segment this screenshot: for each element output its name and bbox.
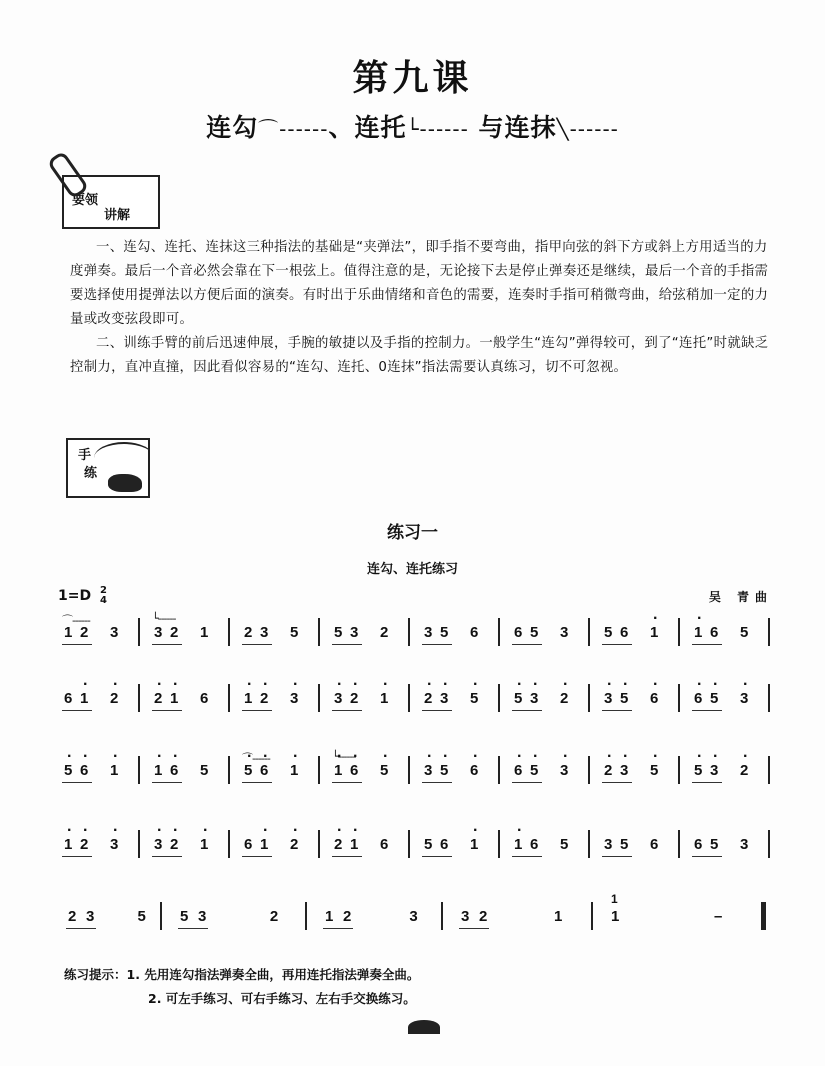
note: · 5 xyxy=(440,762,448,779)
note: 5 xyxy=(180,908,189,925)
hand-illustration-icon xyxy=(108,474,142,492)
subtitle-lian-gou: 连勾 xyxy=(206,113,259,142)
explain-badge-line2: 讲解 xyxy=(104,208,131,223)
note: · 1 xyxy=(380,690,388,707)
measure xyxy=(601,892,771,938)
measure xyxy=(148,752,238,792)
note: · 2 xyxy=(260,690,268,707)
eighth-note-underline xyxy=(66,928,96,930)
note: 6 xyxy=(380,836,389,853)
measure xyxy=(418,614,508,654)
note: 3 xyxy=(740,836,749,853)
barline xyxy=(160,902,162,930)
lian-gou-mark: ⌒------ xyxy=(258,117,329,141)
note: · 2 xyxy=(80,836,88,853)
barline xyxy=(408,830,410,858)
exercise-title: 练习一 xyxy=(387,523,438,543)
score-row xyxy=(58,752,778,792)
note: · 5 xyxy=(530,762,538,779)
lian-mo-mark: ╲------ xyxy=(556,117,619,141)
eighth-note-underline xyxy=(602,856,632,858)
key-signature xyxy=(58,586,107,606)
note: · 1 xyxy=(154,762,162,779)
barline xyxy=(498,756,500,784)
measure xyxy=(58,680,148,720)
barline xyxy=(678,756,680,784)
practice-badge-line1: 手 xyxy=(78,448,92,463)
fingering-ornament: ⌒------ xyxy=(242,752,270,765)
barline xyxy=(498,618,500,646)
note: 6 xyxy=(200,690,209,707)
note: 6 xyxy=(64,690,73,707)
eighth-note-underline xyxy=(152,710,182,712)
note: 2 xyxy=(80,624,89,641)
note: · 2 xyxy=(334,836,342,853)
eighth-note-underline xyxy=(242,856,272,858)
note: 3 xyxy=(154,624,163,641)
note: 2 xyxy=(380,624,389,641)
eighth-note-underline xyxy=(422,856,452,858)
note: 5 xyxy=(740,624,749,641)
eighth-note-underline xyxy=(62,644,92,646)
note: · 2 xyxy=(154,690,162,707)
note: 3 xyxy=(560,624,569,641)
note: · 5 xyxy=(380,762,388,779)
eighth-note-underline xyxy=(62,710,92,712)
eighth-note-underline xyxy=(459,928,489,930)
measure xyxy=(238,680,328,720)
note: · 3 xyxy=(440,690,448,707)
barline xyxy=(768,618,770,646)
note: · 5 xyxy=(64,762,72,779)
measure xyxy=(508,752,598,792)
note: · 2 xyxy=(560,690,568,707)
eighth-note-underline xyxy=(323,928,353,930)
note: · 2 xyxy=(170,836,178,853)
note: · 1 xyxy=(260,836,268,853)
score-row xyxy=(58,614,778,654)
note: 5 xyxy=(560,836,569,853)
eighth-note-underline xyxy=(178,928,208,930)
note: 6 xyxy=(710,624,719,641)
note: · 1 xyxy=(650,624,658,641)
note: · 3 xyxy=(334,690,342,707)
tips-label: 练习提示： xyxy=(64,967,127,982)
measure xyxy=(418,680,508,720)
note: 5 xyxy=(334,624,343,641)
measure xyxy=(58,614,148,654)
eighth-note-underline xyxy=(242,644,272,646)
note: 3 xyxy=(198,908,207,925)
fingering-ornament: ⌒------ xyxy=(62,614,90,627)
measure xyxy=(170,898,315,938)
note: · 2 xyxy=(110,690,118,707)
note: · 2 xyxy=(290,836,298,853)
eighth-note-underline xyxy=(332,856,362,858)
note: · 6 xyxy=(650,690,658,707)
eighth-note-underline xyxy=(242,782,272,784)
note: · 3 xyxy=(290,690,298,707)
note: · 1 xyxy=(110,762,118,779)
barline xyxy=(768,830,770,858)
note: 3 xyxy=(86,908,95,925)
barline xyxy=(768,756,770,784)
note: 5 xyxy=(200,762,209,779)
eighth-note-underline xyxy=(602,644,632,646)
note: · 3 xyxy=(710,762,718,779)
note: · 6 xyxy=(514,762,522,779)
barline xyxy=(318,830,320,858)
note: 2 xyxy=(269,908,279,925)
barline xyxy=(138,756,140,784)
note: · 1 xyxy=(290,762,298,779)
barline xyxy=(228,618,230,646)
measure xyxy=(238,614,328,654)
eighth-note-underline xyxy=(692,856,722,858)
barline xyxy=(588,684,590,712)
barline xyxy=(678,684,680,712)
note: · 6 xyxy=(470,762,478,779)
explain-badge-line1: 要领 xyxy=(72,193,99,208)
barline xyxy=(228,756,230,784)
barline xyxy=(138,684,140,712)
eighth-note-underline xyxy=(332,710,362,712)
measure xyxy=(328,826,418,866)
subtitle-lian-mo: 与连抹 xyxy=(468,113,557,142)
note: · 5 xyxy=(620,690,628,707)
note: 1 xyxy=(325,908,334,925)
page-ornament-icon xyxy=(408,1020,440,1034)
note: 2 xyxy=(170,624,179,641)
note: 2 xyxy=(343,908,352,925)
time-signature-bottom: 4 xyxy=(99,595,107,606)
measure xyxy=(508,680,598,720)
eighth-note-underline xyxy=(152,782,182,784)
score-row xyxy=(58,680,778,720)
note: · 2 xyxy=(740,762,748,779)
note: 1 xyxy=(64,624,73,641)
lesson-title: 第九课 xyxy=(352,57,473,99)
note: 2 xyxy=(479,908,488,925)
eighth-note-underline xyxy=(692,782,722,784)
barline xyxy=(408,618,410,646)
note: · 6 xyxy=(170,762,178,779)
eighth-note-underline xyxy=(692,644,722,646)
measure xyxy=(238,752,328,792)
note: 5 xyxy=(137,908,146,925)
exercise-subtitle: 连勾、连托练习 xyxy=(366,562,458,577)
measure xyxy=(148,614,238,654)
eighth-note-underline xyxy=(152,644,182,646)
note: · 2 xyxy=(604,762,612,779)
explanation-paragraph-1: 一、连勾、连托、连抹这三种指法的基础是“夹弹法”，即手指不要弯曲，指甲向弦的斜下方或斜上方用适当的力度弹奏。最后一个音必然会靠在下一根弦上。值得注意的是，无论接下去是停止弹奏还是继续，最后一个音的手指需要选择使用提弹法以方便后面的演奏。有时出于乐曲情绪和音色的需要，连奏时手指可稍微弯曲，给弦稍加一定的力量或改变弦段即可。 xyxy=(70,240,769,327)
practice-tips xyxy=(64,963,419,1011)
note: 1 xyxy=(554,908,563,925)
fingering-ornament: └------ xyxy=(152,612,176,625)
key-label: 1=D xyxy=(58,588,92,604)
explanation-paragraph-2: 二、训练手臂的前后迅速伸展，手腕的敏捷以及手指的控制力。一般学生“连勾”弹得较可，到了“连托”时就缺乏控制力，直冲直撞，因此看似容易的“连勾、连托、0连抹”指法需要认真练习，切不可忽视。 xyxy=(70,336,769,375)
measure xyxy=(508,614,598,654)
note: · 1 xyxy=(694,624,702,641)
eighth-note-underline xyxy=(512,710,542,712)
note: · 1 xyxy=(80,690,88,707)
measure xyxy=(328,614,418,654)
measure xyxy=(598,826,688,866)
barline xyxy=(408,756,410,784)
eighth-note-underline xyxy=(422,710,452,712)
note: · 6 xyxy=(260,762,268,779)
note: 3 xyxy=(409,908,418,925)
note: · 1 xyxy=(200,836,208,853)
note: · 1 xyxy=(334,762,342,779)
measure xyxy=(328,752,418,792)
measure xyxy=(238,826,328,866)
practice-badge-line2: 练 xyxy=(84,466,98,481)
barline xyxy=(228,684,230,712)
measure xyxy=(58,752,148,792)
barline xyxy=(318,684,320,712)
barline xyxy=(498,830,500,858)
note: · 6 xyxy=(80,762,88,779)
note: · 3 xyxy=(154,836,162,853)
eighth-note-underline xyxy=(602,782,632,784)
note: 3 xyxy=(110,624,119,641)
note: 5 xyxy=(530,624,539,641)
measure xyxy=(451,898,601,938)
note: · 5 xyxy=(650,762,658,779)
note: · 3 xyxy=(560,762,568,779)
note: · 1 xyxy=(64,836,72,853)
note: 6 xyxy=(650,836,659,853)
note: 3 xyxy=(350,624,359,641)
note: · 3 xyxy=(604,690,612,707)
barline xyxy=(678,830,680,858)
note: 3 xyxy=(461,908,470,925)
eighth-note-underline xyxy=(512,782,542,784)
eighth-note-underline xyxy=(512,856,542,858)
barline xyxy=(441,902,443,930)
note: 6 xyxy=(620,624,629,641)
chord-top-note: 1 xyxy=(611,892,618,906)
explanation-text xyxy=(70,236,780,380)
note: · 6 xyxy=(350,762,358,779)
note: 5 xyxy=(424,836,433,853)
note: 5 xyxy=(440,624,449,641)
measure xyxy=(148,826,238,866)
note: 3 xyxy=(424,624,433,641)
composer: 吴 青曲 xyxy=(708,590,773,604)
subtitle-lian-tuo: 、连托 xyxy=(328,113,407,142)
note: 6 xyxy=(694,836,703,853)
note: · 5 xyxy=(244,762,252,779)
measure xyxy=(688,752,778,792)
barline xyxy=(591,902,593,930)
time-signature-top: 2 xyxy=(99,585,107,596)
note: 6 xyxy=(514,624,523,641)
note: 6 xyxy=(530,836,539,853)
barline xyxy=(305,902,307,930)
note: · 2 xyxy=(424,690,432,707)
note: 5 xyxy=(290,624,299,641)
note: 5 xyxy=(604,624,613,641)
note: 3 xyxy=(604,836,613,853)
measure xyxy=(58,826,148,866)
note: · 3 xyxy=(424,762,432,779)
tip-item-2: 2. 可左手练习、可右手练习、左右手交换练习。 xyxy=(148,991,416,1006)
eighth-note-underline xyxy=(692,710,722,712)
measure xyxy=(598,680,688,720)
barline xyxy=(768,684,770,712)
tip-item-1: 1. 先用连勾指法弹奏全曲，再用连托指法弹奏全曲。 xyxy=(126,967,420,982)
note: 6 xyxy=(440,836,449,853)
note: 2 xyxy=(244,624,253,641)
measure xyxy=(418,826,508,866)
lesson-subtitle xyxy=(0,108,825,144)
barline xyxy=(498,684,500,712)
time-signature xyxy=(100,586,107,606)
final-barline xyxy=(761,902,766,930)
barline xyxy=(318,756,320,784)
barline xyxy=(678,618,680,646)
note: 1 xyxy=(200,624,209,641)
note: 6 xyxy=(244,836,253,853)
note: · 5 xyxy=(470,690,478,707)
note: 5 xyxy=(620,836,629,853)
note: · 3 xyxy=(620,762,628,779)
note: · 3 xyxy=(110,836,118,853)
measure xyxy=(688,826,778,866)
note: · 1 xyxy=(514,836,522,853)
measure xyxy=(598,614,688,654)
measure xyxy=(688,680,778,720)
barline xyxy=(588,618,590,646)
note: · 1 xyxy=(170,690,178,707)
measure xyxy=(328,680,418,720)
note: – xyxy=(714,908,723,925)
eighth-note-underline xyxy=(332,644,362,646)
eighth-note-underline xyxy=(152,856,182,858)
barline xyxy=(228,830,230,858)
barline xyxy=(318,618,320,646)
note: · 1 xyxy=(244,690,252,707)
note: · 5 xyxy=(694,762,702,779)
measure xyxy=(508,826,598,866)
note: 3 xyxy=(260,624,269,641)
eighth-note-underline xyxy=(62,782,92,784)
score-row xyxy=(58,826,778,866)
note: 2 xyxy=(68,908,77,925)
note: 1 xyxy=(611,908,620,925)
barline xyxy=(138,618,140,646)
lian-tuo-mark: └------ xyxy=(406,117,469,141)
measure xyxy=(148,680,238,720)
barline xyxy=(588,756,590,784)
guzheng-illustration-icon xyxy=(94,442,150,474)
note: · 1 xyxy=(350,836,358,853)
measure xyxy=(688,614,778,654)
note: 5 xyxy=(710,836,719,853)
note: · 3 xyxy=(530,690,538,707)
note: · 3 xyxy=(740,690,748,707)
measure xyxy=(418,752,508,792)
practice-badge xyxy=(66,438,150,498)
barline xyxy=(588,830,590,858)
eighth-note-underline xyxy=(512,644,542,646)
score-row xyxy=(58,892,778,938)
note: 6 xyxy=(470,624,479,641)
fingering-ornament: └------ xyxy=(332,750,356,763)
eighth-note-underline xyxy=(602,710,632,712)
eighth-note-underline xyxy=(422,644,452,646)
eighth-note-underline xyxy=(62,856,92,858)
note: · 1 xyxy=(470,836,478,853)
note: · 6 xyxy=(694,690,702,707)
eighth-note-underline xyxy=(332,782,362,784)
note: · 5 xyxy=(710,690,718,707)
eighth-note-underline xyxy=(422,782,452,784)
barline xyxy=(138,830,140,858)
barline xyxy=(408,684,410,712)
note: · 2 xyxy=(350,690,358,707)
measure xyxy=(598,752,688,792)
measure xyxy=(58,898,170,938)
eighth-note-underline xyxy=(242,710,272,712)
measure xyxy=(315,898,451,938)
note: · 5 xyxy=(514,690,522,707)
